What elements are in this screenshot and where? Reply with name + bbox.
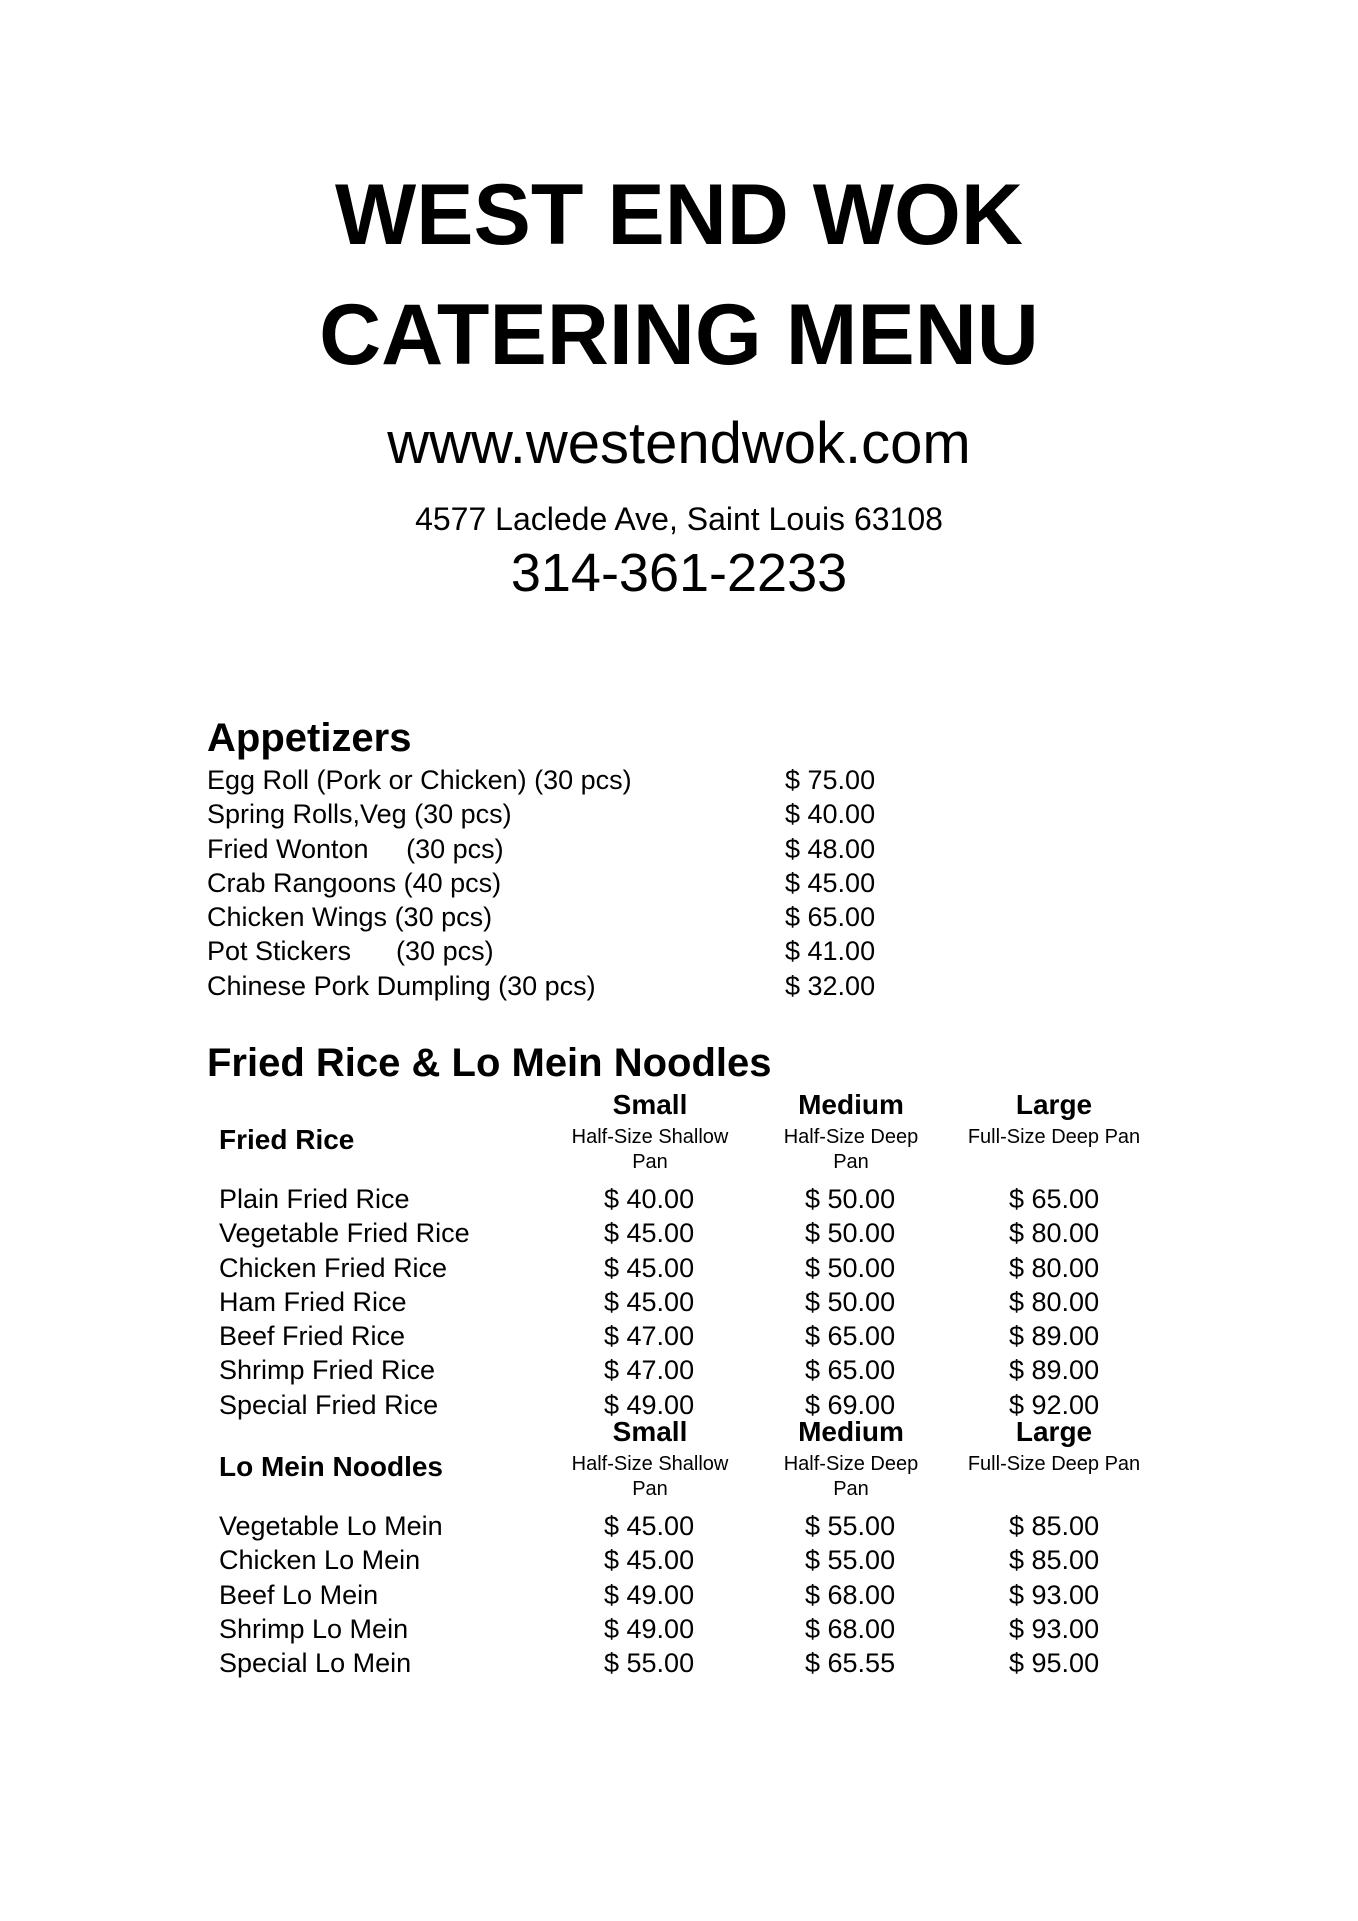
item-name: Egg Roll (Pork or Chicken) (30 pcs) bbox=[207, 765, 632, 795]
item-name: Crab Rangoons (40 pcs) bbox=[207, 867, 502, 898]
price-medium: $ 69.00 bbox=[805, 1389, 896, 1420]
size-medium-desc bbox=[751, 1125, 951, 1175]
item-name: Ham Fried Rice bbox=[219, 1286, 407, 1317]
item-price: $ 32.00 bbox=[785, 970, 876, 1001]
menu-title: CATERING MENU bbox=[319, 287, 1039, 383]
price-small: $ 49.00 bbox=[604, 1579, 695, 1610]
item-price: $ 41.00 bbox=[785, 936, 876, 967]
price-small: $ 45.00 bbox=[604, 1252, 695, 1283]
price-small: $ 45.00 bbox=[604, 1511, 695, 1541]
price-large: $ 93.00 bbox=[1009, 1579, 1100, 1610]
list-item bbox=[207, 900, 1007, 934]
price-medium: $ 68.00 bbox=[805, 1579, 896, 1610]
list-item bbox=[207, 797, 1007, 831]
table-header bbox=[219, 1415, 1179, 1509]
size-desc-line: Pan bbox=[833, 1478, 869, 1500]
item-name: Shrimp Fried Rice bbox=[219, 1355, 436, 1386]
price-small: $ 49.00 bbox=[604, 1389, 695, 1420]
list-item bbox=[207, 832, 1007, 866]
size-large-header: Large bbox=[1015, 1089, 1093, 1120]
restaurant-name: WEST END WOK bbox=[335, 167, 1023, 263]
price-large: $ 85.00 bbox=[1009, 1511, 1100, 1541]
phone-number: 314-361-2233 bbox=[510, 543, 848, 603]
price-large: $ 89.00 bbox=[1009, 1355, 1100, 1386]
list-item bbox=[207, 969, 1007, 1003]
table-row bbox=[219, 1353, 1179, 1387]
price-large: $ 80.00 bbox=[1009, 1218, 1100, 1249]
table-row bbox=[219, 1251, 1179, 1285]
table-row bbox=[219, 1612, 1179, 1646]
size-desc-line: Pan bbox=[632, 1478, 668, 1500]
table-row bbox=[219, 1319, 1179, 1353]
item-price: $ 45.00 bbox=[785, 867, 876, 898]
price-small: $ 49.00 bbox=[604, 1613, 695, 1644]
item-name: Spring Rolls,Veg (30 pcs) bbox=[207, 799, 512, 830]
lo-mein-table bbox=[219, 1415, 1179, 1680]
item-price: $ 65.00 bbox=[785, 902, 876, 933]
table-row bbox=[219, 1216, 1179, 1250]
item-price: $ 48.00 bbox=[785, 833, 876, 864]
price-large: $ 92.00 bbox=[1009, 1389, 1100, 1420]
price-small: $ 47.00 bbox=[604, 1355, 695, 1386]
price-medium: $ 65.55 bbox=[805, 1648, 896, 1679]
website-url: www.westendwok.com bbox=[387, 411, 971, 476]
price-medium: $ 50.00 bbox=[805, 1286, 896, 1317]
size-medium-header: Medium bbox=[798, 1416, 904, 1447]
item-name: Special Lo Mein bbox=[219, 1648, 412, 1679]
price-medium: $ 55.00 bbox=[805, 1511, 896, 1541]
item-name: Vegetable Fried Rice bbox=[219, 1218, 470, 1249]
item-price: $ 75.00 bbox=[785, 765, 876, 795]
price-large: $ 85.00 bbox=[1009, 1545, 1100, 1576]
size-small-header: Small bbox=[612, 1416, 688, 1447]
item-name: Vegetable Lo Mein bbox=[219, 1511, 443, 1541]
table-row bbox=[219, 1285, 1179, 1319]
item-name: Shrimp Lo Mein bbox=[219, 1613, 409, 1644]
size-desc-line: Half-Size Deep bbox=[783, 1453, 919, 1475]
price-medium: $ 50.00 bbox=[805, 1184, 896, 1214]
price-large: $ 89.00 bbox=[1009, 1321, 1100, 1352]
item-name: Chinese Pork Dumpling (30 pcs) bbox=[207, 970, 596, 1001]
item-name: Chicken Fried Rice bbox=[219, 1252, 448, 1283]
size-desc-line: Pan bbox=[632, 1151, 668, 1173]
price-medium: $ 50.00 bbox=[805, 1218, 896, 1249]
address: 4577 Laclede Ave, Saint Louis 63108 bbox=[415, 501, 943, 537]
size-desc-line: Half-Size Shallow bbox=[571, 1453, 729, 1475]
table-header bbox=[219, 1088, 1179, 1182]
size-desc-line: Half-Size Deep bbox=[783, 1126, 919, 1148]
price-medium: $ 65.00 bbox=[805, 1321, 896, 1352]
item-name: Beef Lo Mein bbox=[219, 1579, 379, 1610]
category-label: Lo Mein Noodles bbox=[219, 1451, 443, 1482]
price-large: $ 80.00 bbox=[1009, 1286, 1100, 1317]
size-desc-line: Half-Size Shallow bbox=[571, 1126, 729, 1148]
table-row bbox=[219, 1543, 1179, 1577]
size-desc-line: Pan bbox=[833, 1151, 869, 1173]
price-small: $ 45.00 bbox=[604, 1286, 695, 1317]
price-small: $ 40.00 bbox=[604, 1184, 695, 1214]
size-desc-line: Full-Size Deep Pan bbox=[967, 1453, 1141, 1475]
size-small-desc bbox=[550, 1452, 750, 1502]
price-medium: $ 55.00 bbox=[805, 1545, 896, 1576]
appetizers-heading: Appetizers bbox=[207, 716, 412, 760]
price-medium: $ 50.00 bbox=[805, 1252, 896, 1283]
fried-rice-table bbox=[219, 1088, 1179, 1422]
price-small: $ 45.00 bbox=[604, 1545, 695, 1576]
size-desc-line: Full-Size Deep Pan bbox=[967, 1126, 1141, 1148]
size-small-header: Small bbox=[612, 1089, 688, 1120]
table-row bbox=[219, 1182, 1179, 1216]
price-large: $ 93.00 bbox=[1009, 1613, 1100, 1644]
list-item bbox=[207, 763, 1007, 797]
item-name: Plain Fried Rice bbox=[219, 1184, 410, 1214]
appetizers-list bbox=[207, 763, 1007, 1003]
noodles-section-heading: Fried Rice & Lo Mein Noodles bbox=[207, 1041, 772, 1085]
size-large-desc bbox=[934, 1452, 1174, 1477]
price-large: $ 95.00 bbox=[1009, 1648, 1100, 1679]
category-label: Fried Rice bbox=[219, 1124, 355, 1155]
size-small-desc bbox=[550, 1125, 750, 1175]
price-medium: $ 65.00 bbox=[805, 1355, 896, 1386]
item-name: Chicken Wings (30 pcs) bbox=[207, 902, 493, 933]
size-large-header: Large bbox=[1015, 1416, 1093, 1447]
table-row bbox=[219, 1578, 1179, 1612]
price-small: $ 47.00 bbox=[604, 1321, 695, 1352]
size-medium-desc bbox=[751, 1452, 951, 1502]
item-name: Special Fried Rice bbox=[219, 1389, 439, 1420]
price-large: $ 80.00 bbox=[1009, 1252, 1100, 1283]
table-row bbox=[219, 1646, 1179, 1680]
size-large-desc bbox=[934, 1125, 1174, 1150]
item-name: Pot Stickers (30 pcs) bbox=[207, 936, 494, 967]
price-medium: $ 68.00 bbox=[805, 1613, 896, 1644]
list-item bbox=[207, 934, 1007, 968]
price-small: $ 55.00 bbox=[604, 1648, 695, 1679]
item-name: Chicken Lo Mein bbox=[219, 1545, 421, 1576]
price-small: $ 45.00 bbox=[604, 1218, 695, 1249]
list-item bbox=[207, 866, 1007, 900]
item-price: $ 40.00 bbox=[785, 799, 876, 830]
table-row bbox=[219, 1509, 1179, 1543]
size-medium-header: Medium bbox=[798, 1089, 904, 1120]
item-name: Beef Fried Rice bbox=[219, 1321, 406, 1352]
item-name: Fried Wonton (30 pcs) bbox=[207, 833, 504, 864]
price-large: $ 65.00 bbox=[1009, 1184, 1100, 1214]
